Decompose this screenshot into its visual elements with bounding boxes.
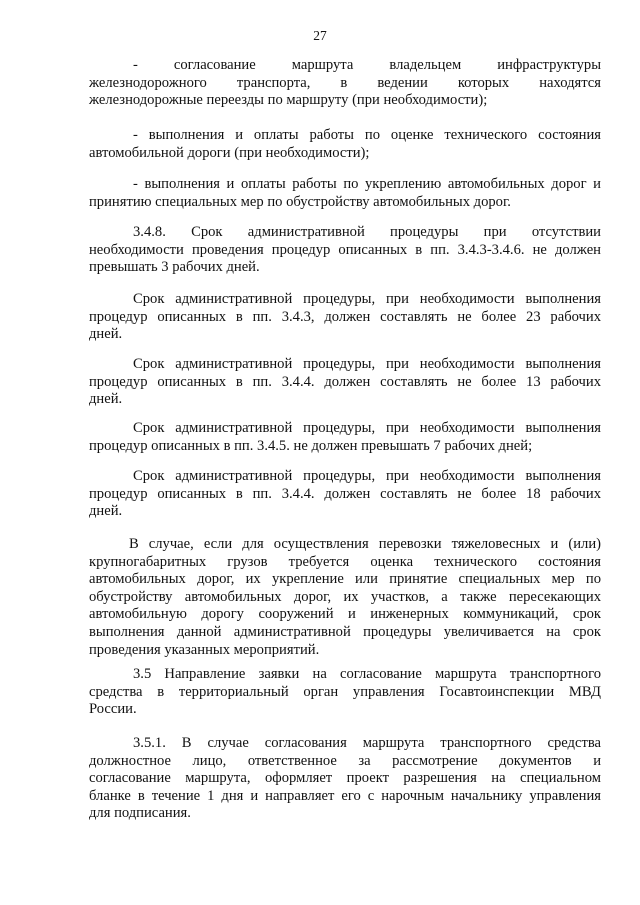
- paragraph-term-23-days: [89, 291, 601, 344]
- paragraph-term-7-days: [89, 420, 601, 455]
- text-line: для подписания.: [89, 805, 191, 822]
- text-line: процедур описанных в пп. 3.4.5. не должен превышать 7 рабочих дней;: [89, 437, 533, 454]
- text-line: автомобильных дорог, их укрепление или принятие специальных мер по: [89, 571, 601, 588]
- text-line: - выполнения и оплаты работы по укреплению автомобильных дорог и: [133, 176, 601, 192]
- text-line: обустройству автомобильных дорог, их участков, а также пересекающих: [89, 588, 601, 605]
- text-line: проведения указанных мероприятий.: [89, 641, 320, 658]
- text-line: 3.4.8. Срок административной процедуры при отсутствии: [133, 224, 601, 240]
- text-line: железнодорожного транспорта, в ведении которых находятся: [89, 74, 601, 91]
- text-line: - выполнения и оплаты работы по оценке технического состояния: [133, 127, 601, 143]
- paragraph-road-assessment: [89, 127, 601, 162]
- text-line: автомобильной дороги (при необходимости);: [89, 144, 370, 161]
- text-line: железнодорожные переезды по маршруту (при необходимости);: [89, 92, 488, 109]
- paragraph-term-13-days: [89, 356, 601, 409]
- text-line: процедур описанных в пп. 3.4.3, должен составлять не более 23 рабочих: [89, 308, 601, 325]
- paragraph-heavy-cargo: [89, 536, 601, 659]
- text-line: дней.: [89, 391, 123, 408]
- text-line: бланке в течение 1 дня и направляет его с нарочным начальнику управления: [89, 787, 601, 804]
- text-line: крупногабаритных грузов требуется оценка технического состояния: [89, 553, 601, 570]
- text-line: Срок административной процедуры, при необходимости выполнения: [133, 291, 601, 307]
- paragraph-3-4-8: [89, 224, 601, 277]
- text-line: - согласование маршрута владельцем инфраструктуры: [133, 57, 601, 73]
- text-line: Срок административной процедуры, при необходимости выполнения: [133, 468, 601, 484]
- paragraph-railway-approval: [89, 57, 601, 110]
- text-line: В случае, если для осуществления перевозки тяжеловесных и (или): [129, 536, 601, 552]
- text-line: 3.5.1. В случае согласования маршрута транспортного средства: [133, 735, 601, 751]
- text-line: процедур описанных в пп. 3.4.4. должен составлять не более 18 рабочих: [89, 485, 601, 502]
- text-line: принятию специальных мер по обустройству автомобильных дорог.: [89, 193, 511, 210]
- text-line: дней.: [89, 326, 123, 343]
- page-number: 27: [313, 28, 327, 43]
- text-line: Срок административной процедуры, при необходимости выполнения: [133, 356, 601, 372]
- text-line: должностное лицо, ответственное за рассмотрение документов и: [89, 752, 601, 769]
- paragraph-3-5-1: [89, 735, 601, 823]
- text-line: России.: [89, 701, 137, 718]
- text-line: автомобильную дорогу сооружений и инженерных коммуникаций, срок: [89, 606, 601, 623]
- paragraph-road-reinforcement: [89, 176, 601, 211]
- paragraph-term-18-days: [89, 468, 601, 521]
- paragraph-3-5: [89, 666, 601, 719]
- text-line: процедур описанных в пп. 3.4.4. должен составлять не более 13 рабочих: [89, 373, 601, 390]
- text-line: согласование маршрута, оформляет проект разрешения на специальном: [89, 770, 601, 787]
- text-line: 3.5 Направление заявки на согласование маршрута транспортного: [133, 666, 601, 682]
- text-line: необходимости проведения процедур описанных в пп. 3.4.3-3.4.6. не должен: [89, 241, 601, 258]
- text-line: выполнения данной административной процедуры увеличивается на срок: [89, 623, 601, 640]
- text-line: средства в территориальный орган управления Госавтоинспекции МВД: [89, 683, 601, 700]
- text-line: Срок административной процедуры, при необходимости выполнения: [133, 420, 601, 436]
- text-line: превышать 3 рабочих дней.: [89, 259, 260, 276]
- text-line: дней.: [89, 503, 123, 520]
